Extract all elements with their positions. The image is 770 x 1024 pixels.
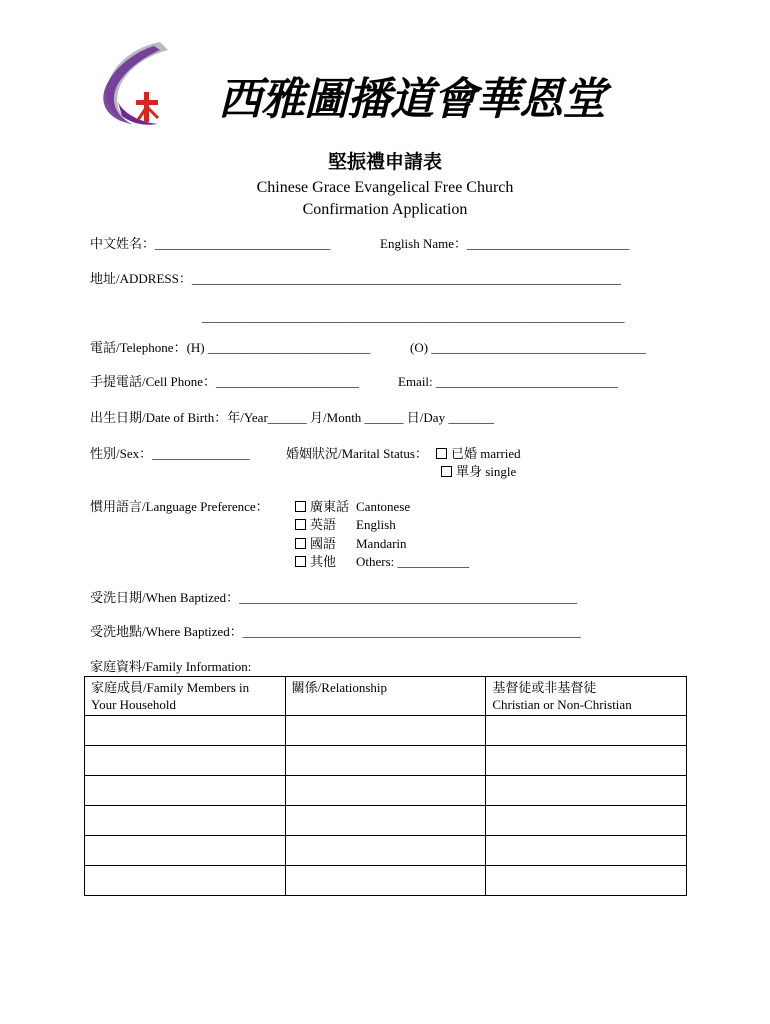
checkbox-married[interactable] bbox=[436, 448, 447, 459]
date-of-birth-field[interactable]: 出生日期/Date of Birth：年/Year______ 月/Month ______ 日/Day _______ bbox=[90, 410, 494, 425]
lang-en-label: Others: ___________ bbox=[356, 554, 470, 569]
table-row bbox=[85, 866, 687, 896]
checkbox-english[interactable] bbox=[295, 519, 306, 530]
relationship-cell[interactable] bbox=[285, 806, 486, 836]
checkbox-cantonese[interactable] bbox=[295, 501, 306, 512]
member-cell[interactable] bbox=[85, 806, 286, 836]
english-name-field[interactable]: English Name：_________________________ bbox=[380, 236, 630, 251]
christian-cell[interactable] bbox=[486, 806, 687, 836]
christian-cell[interactable] bbox=[486, 716, 687, 746]
christian-cell[interactable] bbox=[486, 866, 687, 896]
single-label: 單身 single bbox=[456, 464, 517, 479]
christian-cell[interactable] bbox=[486, 836, 687, 866]
relationship-cell[interactable] bbox=[285, 836, 486, 866]
address-field-line1[interactable]: 地址/ADDRESS：__________________________________________________________________ bbox=[90, 271, 621, 286]
lang-cn-label: 其他 bbox=[310, 554, 337, 569]
christian-cell[interactable] bbox=[486, 776, 687, 806]
marital-married-option[interactable] bbox=[436, 446, 521, 462]
lang-en-label: Cantonese bbox=[356, 499, 411, 514]
address-field-line2[interactable]: _________________________________________________________________ bbox=[202, 309, 625, 324]
where-baptized-field[interactable]: 受洗地點/Where Baptized：____________________________________________________ bbox=[90, 624, 581, 639]
email-field[interactable]: Email: ____________________________ bbox=[398, 374, 618, 389]
form-title-en: Confirmation Application bbox=[302, 201, 468, 218]
language-option-mandarin[interactable] bbox=[295, 536, 407, 552]
family-information-label: 家庭資料/Family Information: bbox=[90, 659, 252, 674]
language-option-others[interactable] bbox=[295, 554, 469, 570]
table-row bbox=[85, 716, 687, 746]
lang-en-label: English bbox=[356, 517, 396, 532]
christian-cell[interactable] bbox=[486, 746, 687, 776]
sex-field[interactable]: 性別/Sex：_______________ bbox=[90, 446, 250, 461]
church-name-cn: 西雅圖播道會華恩堂 bbox=[218, 74, 605, 125]
table-row bbox=[85, 836, 687, 866]
relationship-cell[interactable] bbox=[285, 746, 486, 776]
cell-phone-field[interactable]: 手提電話/Cell Phone：______________________ bbox=[90, 374, 360, 389]
header-family-members: 家庭成員/Family Members in Your Household bbox=[85, 677, 286, 716]
relationship-cell[interactable] bbox=[285, 716, 486, 746]
church-logo bbox=[88, 38, 178, 130]
checkbox-others[interactable] bbox=[295, 556, 306, 567]
checkbox-single[interactable] bbox=[441, 466, 452, 477]
family-table bbox=[84, 676, 687, 896]
table-row bbox=[85, 776, 687, 806]
chinese-name-field[interactable]: 中文姓名：___________________________ bbox=[90, 236, 331, 251]
lang-en-label: Mandarin bbox=[356, 536, 407, 551]
lang-cn-label: 廣東話 bbox=[310, 499, 350, 514]
table-row bbox=[85, 746, 687, 776]
header-relationship: 關係/Relationship bbox=[285, 677, 486, 716]
when-baptized-field[interactable]: 受洗日期/When Baptized：____________________________________________________ bbox=[90, 590, 578, 605]
table-row bbox=[85, 806, 687, 836]
telephone-home-field[interactable]: 電話/Telephone：(H) _________________________ bbox=[90, 340, 371, 355]
language-preference-label: 慣用語言/Language Preference： bbox=[90, 499, 269, 514]
lang-cn-label: 英語 bbox=[310, 517, 337, 532]
form-title-cn: 堅振禮申請表 bbox=[327, 152, 442, 173]
member-cell[interactable] bbox=[85, 776, 286, 806]
checkbox-mandarin[interactable] bbox=[295, 538, 306, 549]
relationship-cell[interactable] bbox=[285, 866, 486, 896]
relationship-cell[interactable] bbox=[285, 776, 486, 806]
member-cell[interactable] bbox=[85, 836, 286, 866]
lang-cn-label: 國語 bbox=[310, 536, 337, 551]
marital-single-option[interactable] bbox=[441, 464, 516, 480]
member-cell[interactable] bbox=[85, 746, 286, 776]
member-cell[interactable] bbox=[85, 716, 286, 746]
telephone-office-field[interactable]: (O) _________________________________ bbox=[410, 340, 646, 355]
marital-status-label: 婚姻狀況/Marital Status： bbox=[286, 446, 428, 461]
header-christian: 基督徒或非基督徒 Christian or Non-Christian bbox=[486, 677, 687, 716]
family-table-header bbox=[85, 677, 687, 716]
married-label: 已婚 married bbox=[451, 446, 521, 461]
church-name-en: Chinese Grace Evangelical Free Church bbox=[256, 179, 514, 196]
member-cell[interactable] bbox=[85, 866, 286, 896]
language-option-cantonese[interactable] bbox=[295, 499, 410, 515]
language-option-english[interactable] bbox=[295, 517, 396, 533]
